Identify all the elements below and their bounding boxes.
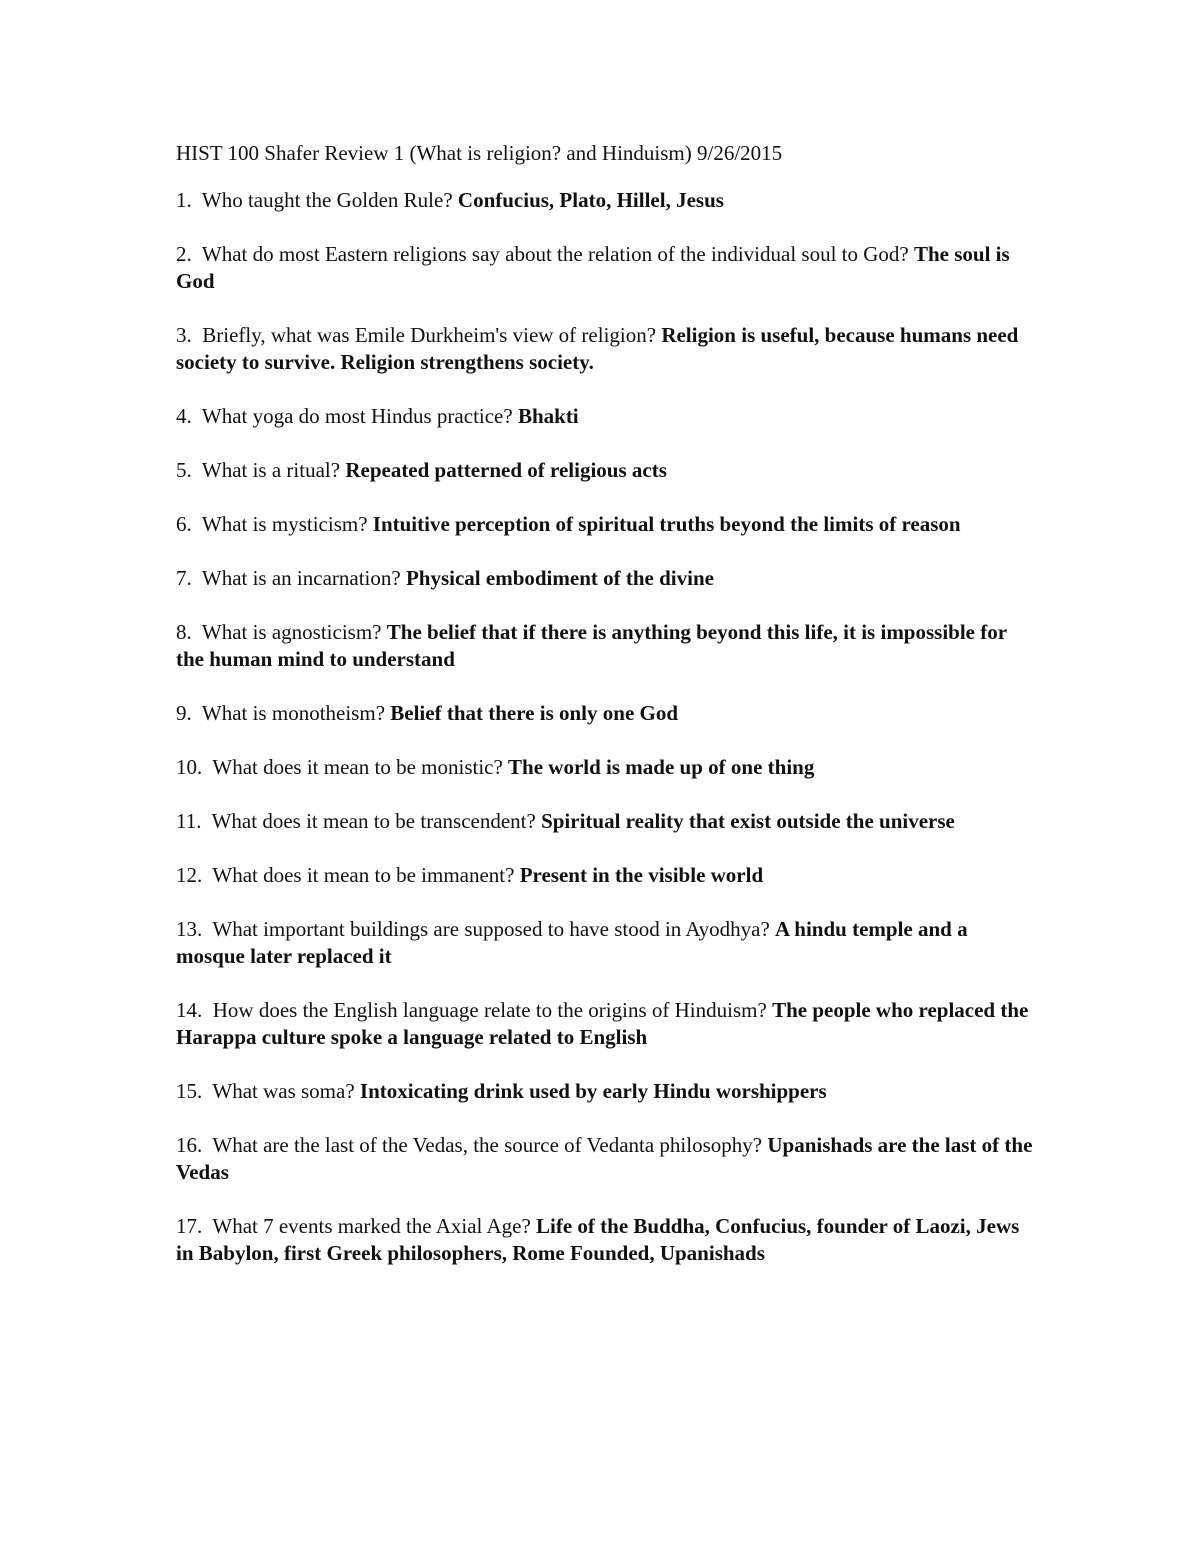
- answer-text: Spiritual reality that exist outside the universe: [541, 809, 955, 833]
- question-item-15: [176, 1078, 1036, 1105]
- question-number: 15.: [176, 1079, 203, 1103]
- answer-text: Belief that there is only one God: [390, 701, 679, 725]
- question-text: What does it mean to be monistic?: [212, 755, 503, 779]
- answer-text: A hindu temple and a mosque later replaced it: [176, 917, 968, 968]
- answer-text: The people who replaced the Harappa culture spoke a language related to English: [176, 998, 1029, 1049]
- question-number: 2.: [176, 242, 192, 266]
- answer-text: The world is made up of one thing: [508, 755, 815, 779]
- answer-text: Life of the Buddha, Confucius, founder of Laozi, Jews in Babylon, first Greek philosophers, Rome Founded, Upanishads: [176, 1214, 1020, 1265]
- answer-text: Confucius, Plato, Hillel, Jesus: [457, 188, 724, 212]
- question-text: What is a ritual?: [201, 458, 341, 482]
- question-item-13: [176, 916, 1036, 970]
- question-text: What is monotheism?: [201, 701, 386, 725]
- question-text: What does it mean to be transcendent?: [211, 809, 536, 833]
- question-item-4: [176, 403, 1036, 430]
- answer-text: The soul is God: [176, 242, 1010, 293]
- answer-text: Religion is useful, because humans need society to survive. Religion strengthens society.: [176, 323, 1019, 374]
- question-list: [176, 187, 1036, 1267]
- question-number: 16.: [176, 1133, 203, 1157]
- answer-text: The belief that if there is anything beyond this life, it is impossible for the human mind to understand: [176, 620, 1007, 671]
- answer-text: Repeated patterned of religious acts: [345, 458, 667, 482]
- question-item-11: [176, 808, 1036, 835]
- question-number: 8.: [176, 620, 192, 644]
- question-item-5: [176, 457, 1036, 484]
- question-number: 3.: [176, 323, 192, 347]
- question-item-1: [176, 187, 1036, 214]
- answer-text: Present in the visible world: [519, 863, 764, 887]
- question-text: What was soma?: [212, 1079, 355, 1103]
- question-number: 13.: [176, 917, 203, 941]
- question-text: What is mysticism?: [201, 512, 368, 536]
- question-item-17: [176, 1213, 1036, 1267]
- question-number: 12.: [176, 863, 203, 887]
- question-text: What does it mean to be immanent?: [212, 863, 515, 887]
- question-text: What yoga do most Hindus practice?: [201, 404, 513, 428]
- question-text: What important buildings are supposed to have stood in Ayodhya?: [212, 917, 770, 941]
- answer-text: Physical embodiment of the divine: [405, 566, 714, 590]
- question-text: Briefly, what was Emile Durkheim's view of religion?: [202, 323, 657, 347]
- question-text: What is an incarnation?: [201, 566, 401, 590]
- question-text: What 7 events marked the Axial Age?: [212, 1214, 531, 1238]
- question-item-9: [176, 700, 1036, 727]
- question-number: 17.: [176, 1214, 203, 1238]
- question-item-10: [176, 754, 1036, 781]
- answer-text: Bhakti: [517, 404, 579, 428]
- question-text: What do most Eastern religions say about the relation of the individual soul to God?: [201, 242, 909, 266]
- question-number: 14.: [176, 998, 203, 1022]
- question-text: Who taught the Golden Rule?: [201, 188, 453, 212]
- question-item-6: [176, 511, 1036, 538]
- question-number: 10.: [176, 755, 203, 779]
- question-number: 9.: [176, 701, 192, 725]
- document-page: [176, 140, 1036, 1294]
- question-item-7: [176, 565, 1036, 592]
- question-item-2: [176, 241, 1036, 295]
- question-number: 1.: [176, 188, 192, 212]
- answer-text: Upanishads are the last of the Vedas: [176, 1133, 1033, 1184]
- document-header: HIST 100 Shafer Review 1 (What is religion? and Hinduism) 9/26/2015: [176, 141, 783, 165]
- question-number: 4.: [176, 404, 192, 428]
- answer-text: Intuitive perception of spiritual truths beyond the limits of reason: [372, 512, 961, 536]
- question-text: What is agnosticism?: [201, 620, 382, 644]
- question-number: 7.: [176, 566, 192, 590]
- question-number: 11.: [176, 809, 202, 833]
- question-item-3: [176, 322, 1036, 376]
- question-item-14: [176, 997, 1036, 1051]
- answer-text: Intoxicating drink used by early Hindu worshippers: [359, 1079, 827, 1103]
- question-item-12: [176, 862, 1036, 889]
- question-text: What are the last of the Vedas, the source of Vedanta philosophy?: [212, 1133, 763, 1157]
- question-item-8: [176, 619, 1036, 673]
- question-item-16: [176, 1132, 1036, 1186]
- question-number: 6.: [176, 512, 192, 536]
- question-text: How does the English language relate to the origins of Hinduism?: [212, 998, 767, 1022]
- question-number: 5.: [176, 458, 192, 482]
